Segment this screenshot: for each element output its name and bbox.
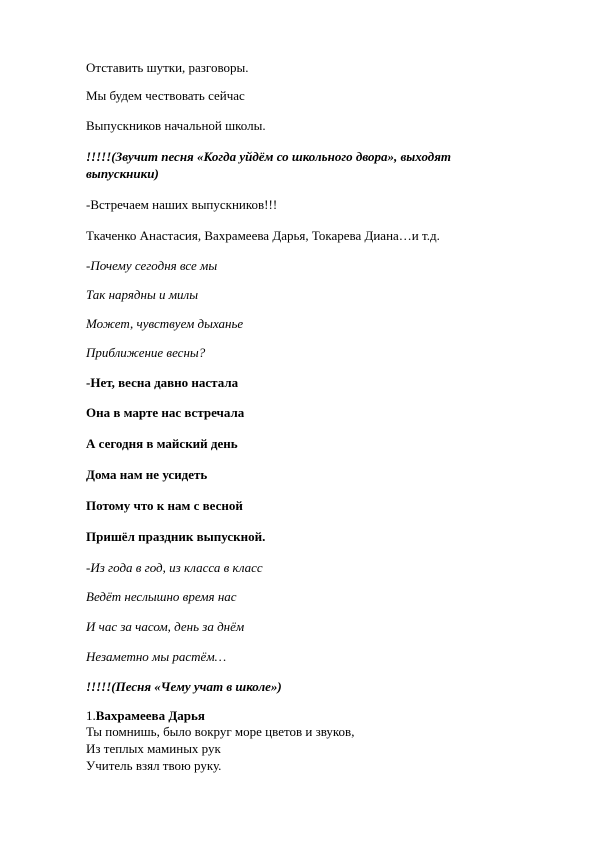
verse-line: Потому что к нам с весной (86, 498, 243, 513)
verse-line: Так нарядны и милы (86, 287, 199, 302)
speaker-heading (86, 708, 205, 724)
stage-direction: !!!!!(Песня «Чему учат в школе») (86, 679, 282, 694)
verse-line: Из теплых маминых рук (86, 741, 221, 756)
verse-line: Незаметно мы растём… (86, 649, 227, 664)
verse-line: Учитель взял твою руку. (86, 758, 222, 773)
stage-direction: !!!!!(Звучит песня «Когда уйдём со школьного двора», выходят (86, 149, 452, 164)
verse-line: Дома нам не усидеть (86, 467, 208, 482)
text-line: Выпускников начальной школы. (86, 118, 266, 133)
verse-line: Она в марте нас встречала (86, 405, 245, 420)
verse-line: -Из года в год, из класса в класс (86, 560, 263, 575)
verse-line: Пришёл праздник выпускной. (86, 529, 266, 544)
verse-line: Ведёт неслышно время нас (86, 589, 237, 604)
text-line: Мы будем чествовать сейчас (86, 88, 245, 103)
verse-line: Может, чувствуем дыханье (86, 316, 244, 331)
text-line: Отставить шутки, разговоры. (86, 60, 249, 75)
speaker-number: 1. (86, 708, 96, 723)
speaker-name: Вахрамеева Дарья (95, 708, 205, 723)
verse-line: Приближение весны? (86, 345, 206, 360)
verse-line: А сегодня в майский день (86, 436, 238, 451)
verse-line: -Почему сегодня все мы (86, 258, 218, 273)
stage-direction: выпускники) (86, 166, 159, 181)
verse-line: -Нет, весна давно настала (86, 375, 239, 390)
verse-line: Ты помнишь, было вокруг море цветов и звуков, (86, 724, 355, 739)
text-line: Ткаченко Анастасия, Вахрамеева Дарья, Токарева Диана…и т.д. (86, 228, 440, 243)
text-line: -Встречаем наших выпускников!!! (86, 197, 278, 212)
verse-line: И час за часом, день за днём (86, 619, 245, 634)
